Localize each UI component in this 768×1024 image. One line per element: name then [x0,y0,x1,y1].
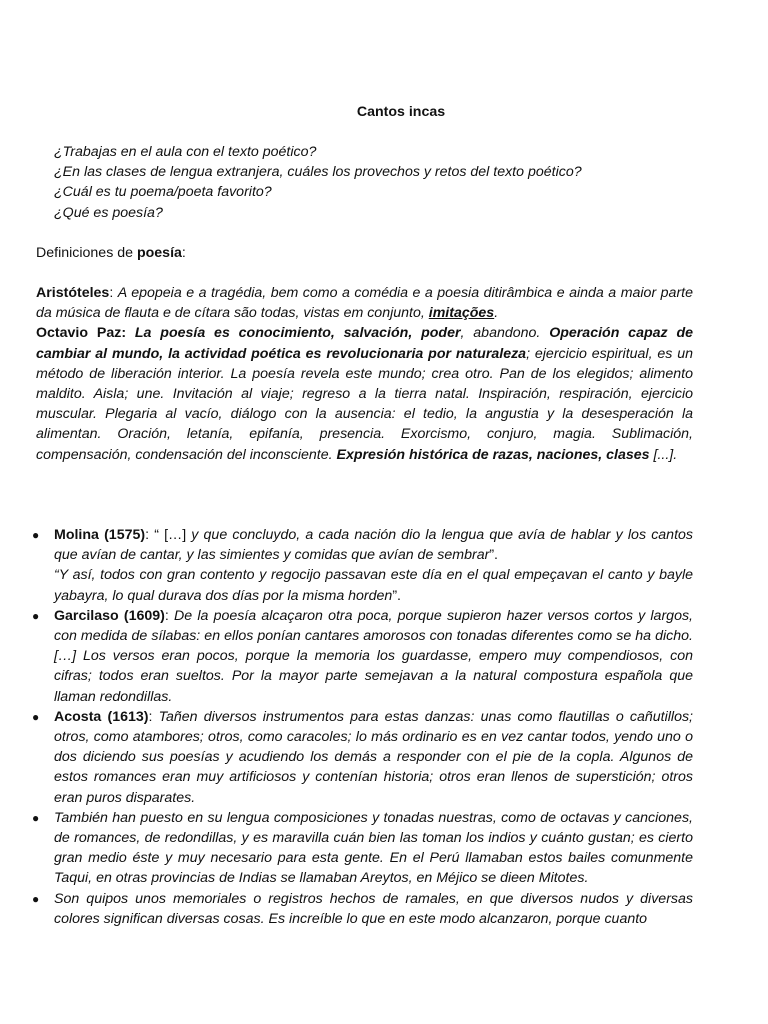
molina-quote-2: “Y así, todos con gran contento y regocijo passavan este día en el qual empeçavan el canto y bayle yabayra, lo qual durava dos días por la misma horden [54,567,693,604]
question-4: ¿Qué es poesía? [54,204,163,221]
question-1: ¿Trabajas en el aula con el texto poético? [54,144,317,160]
aristoteles-name: Aristóteles [36,285,110,301]
paz-bold-3: Expresión histórica de razas, naciones, clases [336,446,650,463]
question-2: ¿En las clases de lengua extranjera, cuáles los provechos y retos del texto poético? [54,164,582,181]
molina-name: Molina (1575) [54,527,146,543]
aristoteles-text: A epopeia e a tragédia, bem como a comédia e a poesia ditirâmbica e ainda a maior parte da música de flauta e de cítara são todas, vistas em conjunto, [36,285,694,322]
definitions-block [36,283,693,465]
tambien-text: También han puesto en su lengua composiciones y tonadas nuestras, como de octavas y canciones, de romances, de redondillas, y es maravilla cuán bien las toman los indios y cuánto gustan; es cierto gran medio éste y muy necesario para esta gente. En el Perú llamaban estos bailes comunmente Taqui, en otras provincias de Indias se llamaban Areytos, en Méjico se dieen Mitotes. [54,809,693,887]
definitions-term: poesía [136,245,182,261]
list-item-quipos [32,889,693,929]
chronicler-list [32,525,693,929]
paz-text-3: [...]. [649,446,678,463]
garcilaso-sep: : [164,607,175,624]
definitions-suffix: : [181,245,186,261]
garcilaso-text: De la poesía alcaçaron otra poca, porque supieron hazer versos cortos y largos, con medida de sílabas: en ellos ponían cantares amorosos con tonadas diferentes como se ha dicho. […] Los versos eran pocos, porque la memoria los guardasse, empero muy compendiosos, con cifras; todos eran sueltos. Por la mayor parte semejavan a la natural compostura española que llaman redondillas. [54,607,693,705]
quipos-text: Son quipos unos memoriales o registros hechos de ramales, en que diversos nudos y diversas colores significan diversas cosas. Es increíble lo que en este modo alcanzaron, porque cuanto [54,890,693,927]
list-item-molina [32,525,693,606]
bullet-icon: ● [32,528,40,542]
paz-text-2: ; ejercicio espiritual, es un método de liberación interior. La poesía revela este mundo; crea otro. Pan de los elegidos; alimento maldito. Aisla; une. Invitación al viaje; regreso a la tierra natal. Inspiración, respiración, ejercicio muscular. Plegaria al vacío, diálogo con la ausencia: el tedio, la angustia y la desesperación la alimentan. Oración, letanía, epifanía, presencia. Exorcismo, conjuro, magia. Sublimación, compensación, condensación del inconsciente. [36,345,694,463]
paz-bold-2: Operación capaz de cambiar al mundo, la actividad poética es revolucionaria por naturaleza [36,325,694,362]
aristoteles-keyword: imitações [428,305,495,322]
aristoteles-definition [36,283,693,323]
paz-name: Octavio Paz: [36,325,127,342]
acosta-name: Acosta (1613) [54,708,149,725]
garcilaso-name: Garcilaso (1609) [54,607,165,624]
bullet-icon: ● [32,891,40,906]
question-3: ¿Cuál es tu poema/poeta favorito? [54,184,272,201]
paz-text-1: , abandono. [460,325,550,342]
molina-sep: : “ […] [145,527,192,543]
paz-definition [36,323,693,464]
acosta-sep: : [148,708,159,725]
aristoteles-sep: : [109,285,118,301]
acosta-text: Tañen diversos instrumentos para estas danzas: unas como flautillas o cañutillos; otros, como atambores; otros, como caracoles; lo más ordinario es en vez cantar todos, yendo uno o dos diciendo sus poesías y acudiendo los demás a responder con el pie de la copla. Algunos de estos romances eran muy artificiosos y contenían historia; otros eran llenos de superstición; otros eran puros disparates. [54,708,693,806]
paz-bold-1: La poesía es conocimiento, salvación, poder [134,325,461,342]
molina-quote-1: y que concluydo, a cada nación dio la lengua que avía de hablar y los cantos que avían de cantar, y las simientes y comidas que avían de sembrar [54,527,693,564]
question-list [54,142,714,223]
list-item-tambien [32,808,693,889]
list-item-garcilaso [32,606,693,707]
definitions-heading [36,243,186,263]
bullet-icon: ● [32,608,40,623]
definitions-prefix: Definiciones de [36,245,137,261]
molina-close-2: ”. [392,587,401,604]
page-title: Cantos incas [356,104,446,120]
aristoteles-end: . [494,305,499,322]
list-item-acosta [32,707,693,808]
bullet-icon: ● [32,709,40,724]
molina-close-1: ”. [489,547,498,564]
bullet-icon: ● [32,810,40,825]
